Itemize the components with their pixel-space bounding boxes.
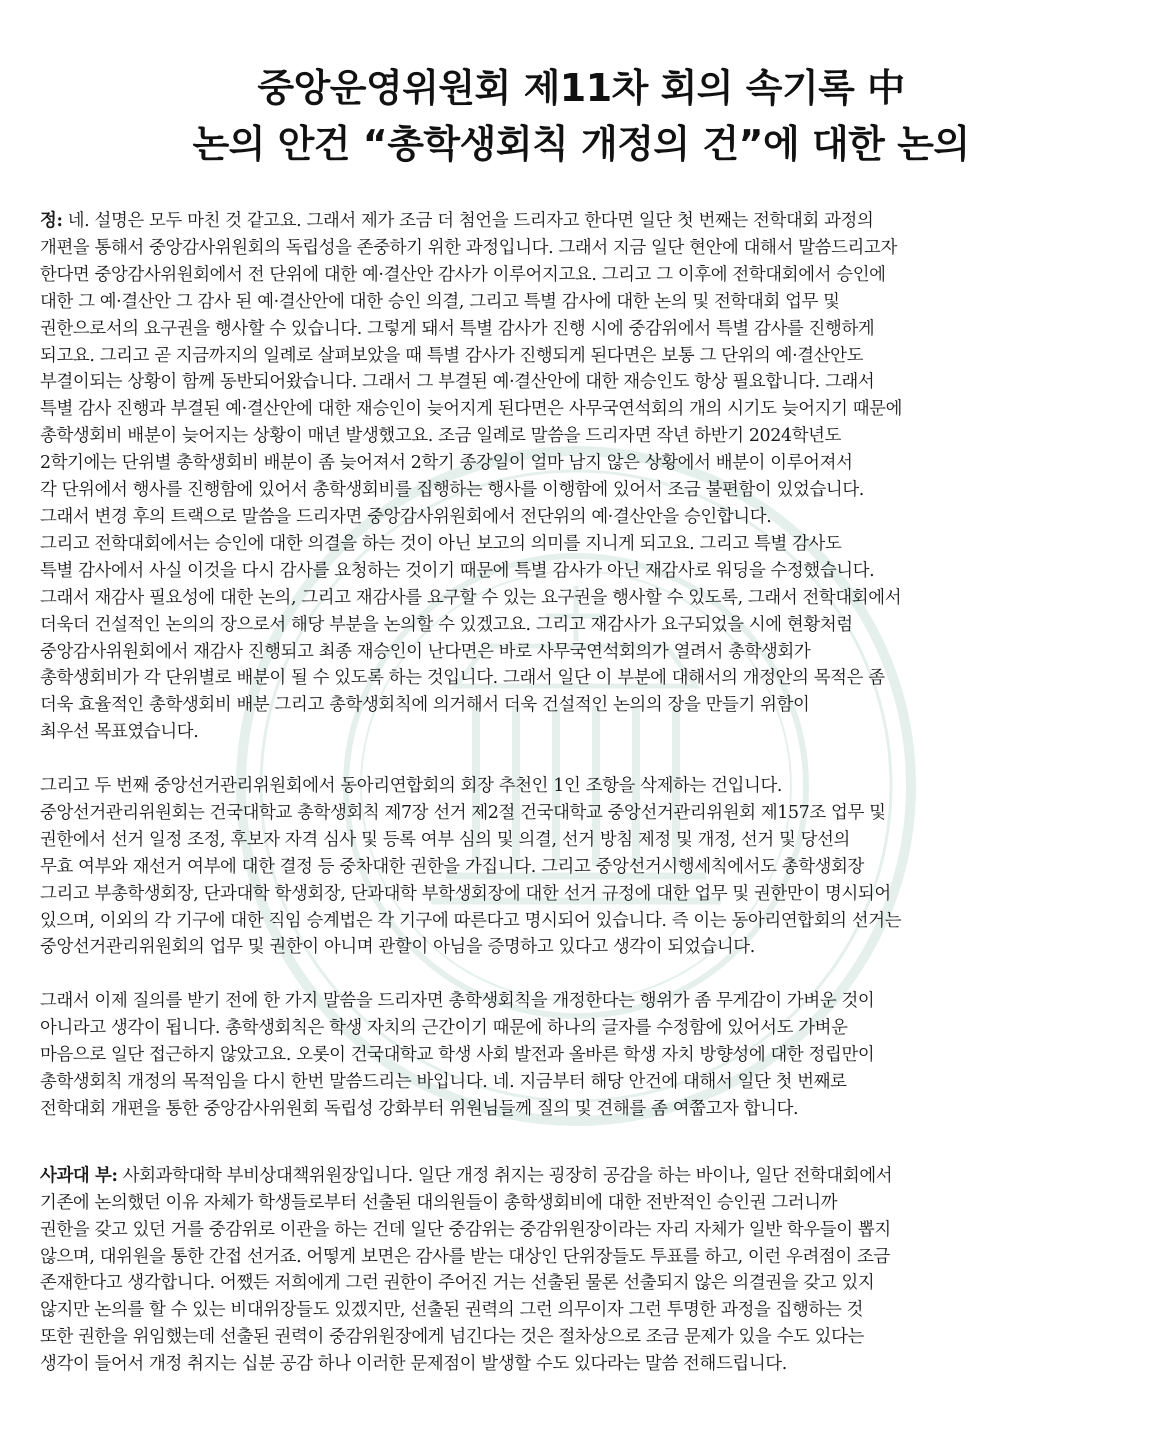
- text-line: 정: 네. 설명은 모두 마친 것 같고요. 그래서 제가 조금 더 첨언을 드리자고 한다면 일단 첫 번째는 전학대회 과정의: [40, 211, 874, 231]
- transcript-paragraph: [40, 208, 1122, 746]
- text-line: 그래서 변경 후의 트랙으로 말씀을 드리자면 중앙감사위원회에서 전단위의 예·결산안을 승인합니다.: [40, 506, 772, 527]
- text-line: 무효 여부와 재선거 여부에 대한 결정 등 중차대한 권한을 가집니다. 그리고 중앙선거시행세칙에서도 총학생회장: [40, 856, 864, 877]
- speaker-label: 사과대 부:: [40, 1165, 118, 1186]
- text-line: 특별 감사에서 사실 이것을 다시 감사를 요청하는 것이기 때문에 특별 감사가 아닌 재감사로 워딩을 수정했습니다.: [40, 560, 875, 581]
- text-line: 그리고 두 번째 중앙선거관리위원회에서 동아리연합회의 회장 추천인 1인 조항을 삭제하는 건입니다.: [40, 776, 783, 797]
- text-line: 권한으로서의 요구권을 행사할 수 있습니다. 그렇게 돼서 특별 감사가 진행 시에 중감위에서 특별 감사를 진행하게: [40, 318, 875, 339]
- text-line: 생각이 들어서 개정 취지는 십분 공감 하나 이러한 문제점이 발생할 수도 있다라는 말씀 전해드립니다.: [40, 1354, 787, 1375]
- text-line: 대한 그 예·결산안 그 감사 된 예·결산안에 대한 승인 의결, 그리고 특별 감사에 대한 논의 및 전학대회 업무 및: [40, 291, 840, 312]
- title-line-1: 중앙운영위원회 제11차 회의 속기록 中: [257, 66, 905, 110]
- text-line: 개편을 통해서 중앙감사위원회의 독립성을 존중하기 위한 과정입니다. 그래서 지금 일단 현안에 대해서 말씀드리고자: [40, 237, 897, 258]
- text-line: 권한을 갖고 있던 거를 중감위로 이관을 하는 건데 일단 중감위는 중감위원장이라는 자리 자체가 일반 학우들이 뽑지: [40, 1219, 891, 1240]
- text-line: 전학대회 개편을 통한 중앙감사위원회 독립성 강화부터 위원님들께 질의 및 견해를 좀 여쭙고자 합니다.: [40, 1098, 799, 1119]
- text-line: 그리고 전학대회에서는 승인에 대한 의결을 하는 것이 아닌 보고의 의미를 지니게 되고요. 그리고 특별 감사도: [40, 533, 842, 554]
- text-line: 중앙감사위원회에서 재감사 진행되고 최종 재승인이 난다면은 바로 사무국연석회의가 열려서 총학생회가: [40, 641, 811, 662]
- text-line: 총학생회칙 개정의 목적임을 다시 한번 말씀드리는 바입니다. 네. 지금부터 해당 안건에 대해서 일단 첫 번째로: [40, 1071, 847, 1092]
- text-line: 한다면 중앙감사위원회에서 전 단위에 대한 예·결산안 감사가 이루어지고요. 그리고 그 이후에 전학대회에서 승인에: [40, 264, 886, 285]
- transcript-paragraph: [40, 1163, 1122, 1378]
- document-title: [40, 0, 1122, 172]
- text-line: 그리고 부총학생회장, 단과대학 학생회장, 단과대학 부학생회장에 대한 선거 규정에 대한 업무 및 권한만이 명시되어: [40, 883, 891, 904]
- text-line: 권한에서 선거 일정 조정, 후보자 자격 심사 및 등록 여부 심의 및 의결, 선거 방침 제정 및 개정, 선거 및 당선의: [40, 829, 850, 850]
- text-line: 총학생회비가 각 단위별로 배분이 될 수 있도록 하는 것입니다. 그래서 일단 이 부분에 대해서의 개정안의 목적은 좀: [40, 668, 885, 689]
- text-line: 중앙선거관리위원회의 업무 및 권한이 아니며 관할이 아님을 증명하고 있다고 생각이 되었습니다.: [40, 937, 755, 958]
- text-line: 않으며, 대위원을 통한 간접 선거죠. 어떻게 보면은 감사를 받는 대상인 단위장들도 투표를 하고, 이런 우려점이 조금: [40, 1246, 890, 1267]
- text-line: 존재한다고 생각합니다. 어쨌든 저희에게 그런 권한이 주어진 거는 선출된 물론 선출되지 않은 의결권을 갖고 있지: [40, 1273, 875, 1294]
- text-line: 기존에 논의했던 이유 자체가 학생들로부터 선출된 대의원들이 총학생회비에 대한 전반적인 승인권 그러니까: [40, 1192, 838, 1213]
- text-line: 부결이되는 상황이 함께 동반되어왔습니다. 그래서 그 부결된 예·결산안에 대한 재승인도 항상 필요합니다. 그래서: [40, 372, 875, 393]
- text-line: 더욱더 건설적인 논의의 장으로서 해당 부분을 논의할 수 있겠고요. 그리고 재감사가 요구되었을 시에 현황처럼: [40, 614, 853, 635]
- text-line: 사과대 부: 사회과학대학 부비상대책위원장입니다. 일단 개정 취지는 굉장히 공감을 하는 바이나, 일단 전학대회에서: [40, 1165, 893, 1186]
- text-line: 아니라고 생각이 됩니다. 총학생회칙은 학생 자치의 근간이기 때문에 하나의 글자를 수정함에 있어서도 가벼운: [40, 1018, 848, 1039]
- text-line: 더욱 효율적인 총학생회비 배분 그리고 총학생회칙에 의거해서 더욱 건설적인 논의의 장을 만들기 위함이: [40, 695, 810, 716]
- text-line: 그래서 재감사 필요성에 대한 논의, 그리고 재감사를 요구할 수 있는 요구권을 행사할 수 있도록, 그래서 전학대회에서: [40, 587, 902, 608]
- title-line-2: 논의 안건 “총학생회칙 개정의 건”에 대한 논의: [192, 122, 970, 166]
- text-line: 총학생회비 배분이 늦어지는 상황이 매년 발생했고요. 조금 일례로 말씀을 드리자면 작년 하반기 2024학년도: [40, 426, 842, 447]
- text-line: 있으며, 이외의 각 기구에 대한 직임 승계법은 각 기구에 따른다고 명시되어 있습니다. 즉 이는 동아리연합회의 선거는: [40, 910, 902, 931]
- text-line: 마음으로 일단 접근하지 않았고요. 오롯이 건국대학교 학생 사회 발전과 올바른 학생 자치 방향성에 대한 정립만이: [40, 1045, 875, 1066]
- transcript-body: [40, 208, 1122, 1378]
- transcript-paragraph: [40, 773, 1122, 961]
- text-line: 되고요. 그리고 곧 지금까지의 일례로 살펴보았을 때 특별 감사가 진행되게 된다면은 보통 그 단위의 예·결산안도: [40, 345, 864, 366]
- text-line: 2학기에는 단위별 총학생회비 배분이 좀 늦어져서 2학기 종강일이 얼마 남지 않은 상황에서 배분이 이루어져서: [40, 453, 853, 474]
- text-line: 특별 감사 진행과 부결된 예·결산안에 대한 재승인이 늦어지게 된다면은 사무국연석회의 개의 시기도 늦어지기 때문에: [40, 399, 903, 420]
- text-line: 그래서 이제 질의를 받기 전에 한 가지 말씀을 드리자면 총학생회칙을 개정한다는 행위가 좀 무게감이 가벼운 것이: [40, 991, 875, 1012]
- transcript-paragraph: [40, 988, 1122, 1123]
- text-line: 또한 권한을 위임했는데 선출된 권력이 중감위원장에게 넘긴다는 것은 절차상으로 조금 문제가 있을 수도 있다는: [40, 1327, 864, 1348]
- text-line: 중앙선거관리위원회는 건국대학교 총학생회칙 제7장 선거 제2절 건국대학교 중앙선거관리위원회 제157조 업무 및: [40, 802, 886, 823]
- text-line: 최우선 목표였습니다.: [40, 722, 199, 743]
- text-line: 각 단위에서 행사를 진행함에 있어서 총학생회비를 집행하는 행사를 이행함에 있어서 조금 불편함이 있었습니다.: [40, 480, 864, 501]
- speaker-label: 정:: [40, 211, 63, 231]
- text-line: 않지만 논의를 할 수 있는 비대위장들도 있겠지만, 선출된 권력의 그런 의무이자 그런 투명한 과정을 집행하는 것: [40, 1300, 864, 1321]
